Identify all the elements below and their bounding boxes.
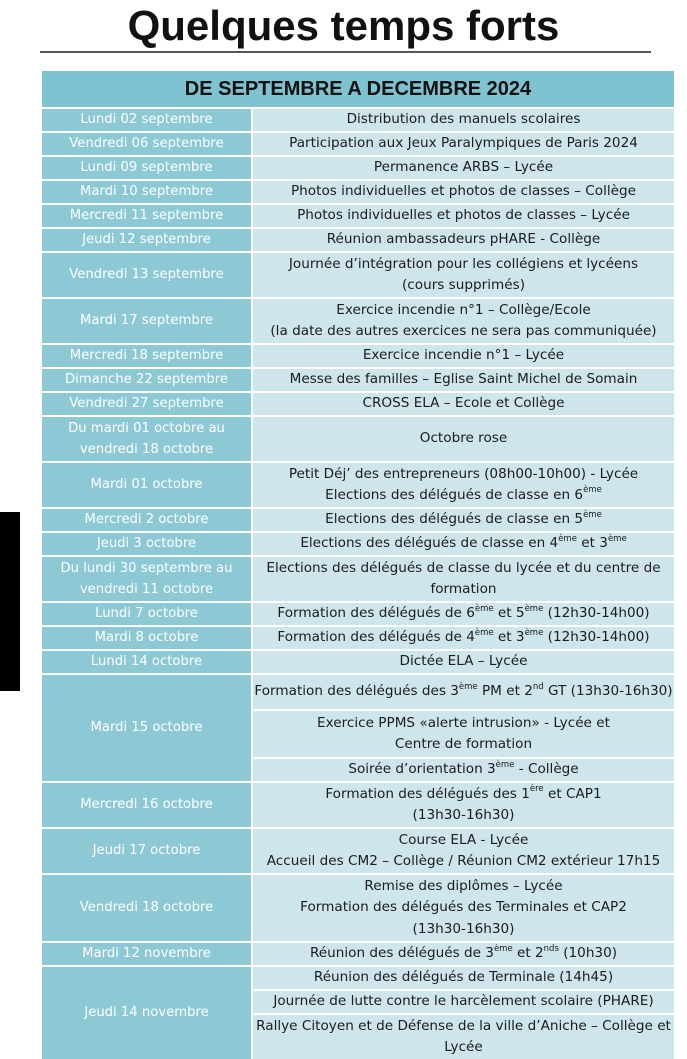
event-text: Formation des délégués des 3ème PM et 2nd GT (13h30-16h30): [254, 681, 673, 700]
page-title: Quelques temps forts: [127, 2, 560, 49]
date-cell: [42, 417, 251, 461]
date-text: Jeudi 3 octobre: [96, 536, 197, 552]
event-text: Petit Déj’ des entrepreneurs (08h00-10h00) - Lycée: [288, 465, 639, 482]
event-cell: [253, 299, 674, 343]
event-text: Elections des délégués de classe en 5ème: [325, 509, 602, 528]
event-text: Distribution des manuels scolaires: [346, 111, 581, 128]
date-text: Vendredi 27 septembre: [69, 396, 224, 412]
event-cell: [253, 829, 674, 873]
date-text: Lundi 14 octobre: [90, 654, 203, 670]
event-text: Lycée: [444, 1039, 483, 1055]
event-cell: [253, 603, 674, 625]
event-cell: [253, 369, 674, 391]
event-text: CROSS ELA – Ecole et Collège: [362, 395, 565, 412]
date-cell: [42, 253, 251, 297]
date-text: vendredi 11 octobre: [79, 582, 214, 597]
date-cell: [42, 783, 251, 827]
event-cell: [253, 205, 674, 227]
date-text: Vendredi 06 septembre: [69, 136, 224, 152]
event-text: Réunion ambassadeurs pHARE - Collège: [326, 231, 601, 248]
event-cell: [253, 943, 674, 965]
date-text: Du mardi 01 octobre au: [68, 420, 225, 436]
date-text: Mercredi 18 septembre: [69, 348, 224, 364]
date-cell: [42, 651, 251, 673]
event-text: Soirée d’orientation 3ème - Collège: [348, 759, 579, 778]
event-text: Exercice PPMS «alerte intrusion» - Lycée et: [317, 714, 610, 731]
date-cell: [42, 557, 251, 601]
event-cell: [253, 533, 674, 555]
event-text: Formation des délégués des 1ère et CAP1: [325, 783, 602, 802]
date-text: Jeudi 12 septembre: [82, 232, 211, 248]
date-cell: [42, 133, 251, 155]
date-cell: [42, 369, 251, 391]
date-text: Mercredi 2 octobre: [84, 512, 209, 528]
event-text: (la date des autres exercices ne sera pas communiquée): [270, 323, 657, 339]
event-text: Réunion des délégués de 3ème et $2^{nds}$ (10h30): [309, 943, 618, 962]
event-text: (cours supprimés): [401, 277, 525, 293]
event-text: (13h30-16h30): [412, 920, 515, 937]
event-cell: [253, 557, 674, 601]
event-cell: [253, 509, 674, 531]
date-cell: [42, 675, 251, 781]
event-text: Formation des délégués de 4ème et 3ème (12h30-14h00): [277, 627, 650, 646]
date-cell: [42, 299, 251, 343]
date-text: Dimanche 22 septembre: [64, 372, 229, 388]
event-cell: [253, 157, 674, 179]
event-text: Exercice incendie n°1 – Collège/Ecole: [336, 301, 591, 318]
event-text: Photos individuelles et photos de classes – Collège: [290, 183, 636, 200]
event-text: Dictée ELA – Lycée: [399, 653, 528, 670]
date-text: Jeudi 17 octobre: [92, 843, 201, 859]
event-text: Course ELA - Lycée: [398, 831, 529, 848]
date-cell: [42, 393, 251, 415]
event-cell: [253, 991, 674, 1013]
event-cell: [253, 109, 674, 131]
event-text: Participation aux Jeux Paralympiques de Paris 2024: [289, 135, 638, 152]
date-text: Lundi 7 octobre: [95, 606, 198, 622]
event-text: Octobre rose: [419, 430, 508, 447]
date-text: Mardi 12 novembre: [82, 946, 211, 962]
date-cell: [42, 603, 251, 625]
event-cell: [253, 1015, 674, 1059]
date-cell: [42, 509, 251, 531]
event-cell: [253, 711, 674, 757]
event-cell: [253, 345, 674, 367]
event-text: Exercice incendie n°1 – Lycée: [362, 347, 565, 364]
date-text: Mardi 8 octobre: [94, 630, 199, 646]
event-cell: [253, 133, 674, 155]
date-cell: [42, 533, 251, 555]
date-text: Lundi 09 septembre: [80, 160, 213, 176]
event-text: (13h30-16h30): [412, 807, 515, 823]
side-marker: [0, 512, 20, 691]
event-cell: [253, 675, 674, 709]
date-cell: [42, 345, 251, 367]
schedule-table: [42, 71, 674, 1055]
date-text: Jeudi 14 novembre: [84, 1005, 209, 1021]
event-cell: [253, 627, 674, 649]
date-text: Mercredi 16 octobre: [80, 797, 213, 813]
event-text: Remise des diplômes – Lycée: [364, 877, 563, 894]
event-cell: [253, 783, 674, 827]
title-underline: [40, 51, 651, 53]
event-text: Photos individuelles et photos de classes – Lycée: [297, 207, 630, 224]
date-text: Mardi 15 octobre: [90, 720, 203, 736]
event-text: Permanence ARBS – Lycée: [373, 159, 554, 176]
event-text: Accueil des CM2 – Collège / Réunion CM2 extérieur 17h15: [266, 853, 661, 869]
date-cell: [42, 943, 251, 965]
date-text: Mardi 10 septembre: [80, 184, 213, 200]
event-cell: [253, 967, 674, 989]
event-text: Formation des délégués des Terminales et CAP2: [300, 899, 627, 916]
date-cell: [42, 875, 251, 941]
event-text: Messe des familles – Eglise Saint Michel de Somain: [289, 371, 638, 388]
event-cell: [253, 759, 674, 781]
date-cell: [42, 229, 251, 251]
date-text: Mardi 17 septembre: [80, 313, 213, 329]
date-cell: [42, 967, 251, 1059]
event-cell: [253, 651, 674, 673]
date-text: vendredi 18 octobre: [79, 442, 214, 457]
event-cell: [253, 463, 674, 507]
date-cell: [42, 109, 251, 131]
date-cell: [42, 829, 251, 873]
event-text: Elections des délégués de classe en 4ème et 3ème: [300, 533, 627, 552]
date-cell: [42, 157, 251, 179]
date-text: Vendredi 18 octobre: [79, 900, 214, 916]
date-cell: [42, 463, 251, 507]
event-text: Formation des délégués de 6ème et 5ème (12h30-14h00): [277, 603, 650, 622]
event-cell: [253, 181, 674, 203]
date-text: Mardi 01 octobre: [90, 477, 203, 493]
event-text: Elections des délégués de classe du lycée et du centre de: [266, 559, 661, 576]
event-text: formation: [430, 581, 497, 597]
event-text: Centre de formation: [394, 736, 533, 752]
date-text: Vendredi 13 septembre: [69, 267, 224, 283]
event-text: Rallye Citoyen et de Défense de la ville d’Aniche – Collège et: [256, 1017, 671, 1034]
event-cell: [253, 393, 674, 415]
event-cell: [253, 417, 674, 461]
event-cell: [253, 229, 674, 251]
event-cell: [253, 875, 674, 941]
event-cell: [253, 253, 674, 297]
date-text: Mercredi 11 septembre: [69, 208, 224, 224]
date-text: Du lundi 30 septembre au: [60, 560, 233, 576]
event-text: Journée d’intégration pour les collégiens et lycéens: [288, 255, 639, 272]
date-text: Lundi 02 septembre: [80, 112, 213, 128]
date-cell: [42, 181, 251, 203]
event-text: Réunion des délégués de Terminale (14h45): [313, 969, 614, 986]
date-cell: [42, 627, 251, 649]
date-cell: [42, 205, 251, 227]
event-text: Elections des délégués de classe en 6ème: [325, 485, 602, 503]
event-text: Journée de lutte contre le harcèlement scolaire (PHARE): [273, 993, 654, 1010]
table-header: DE SEPTEMBRE A DECEMBRE 2024: [42, 71, 674, 107]
